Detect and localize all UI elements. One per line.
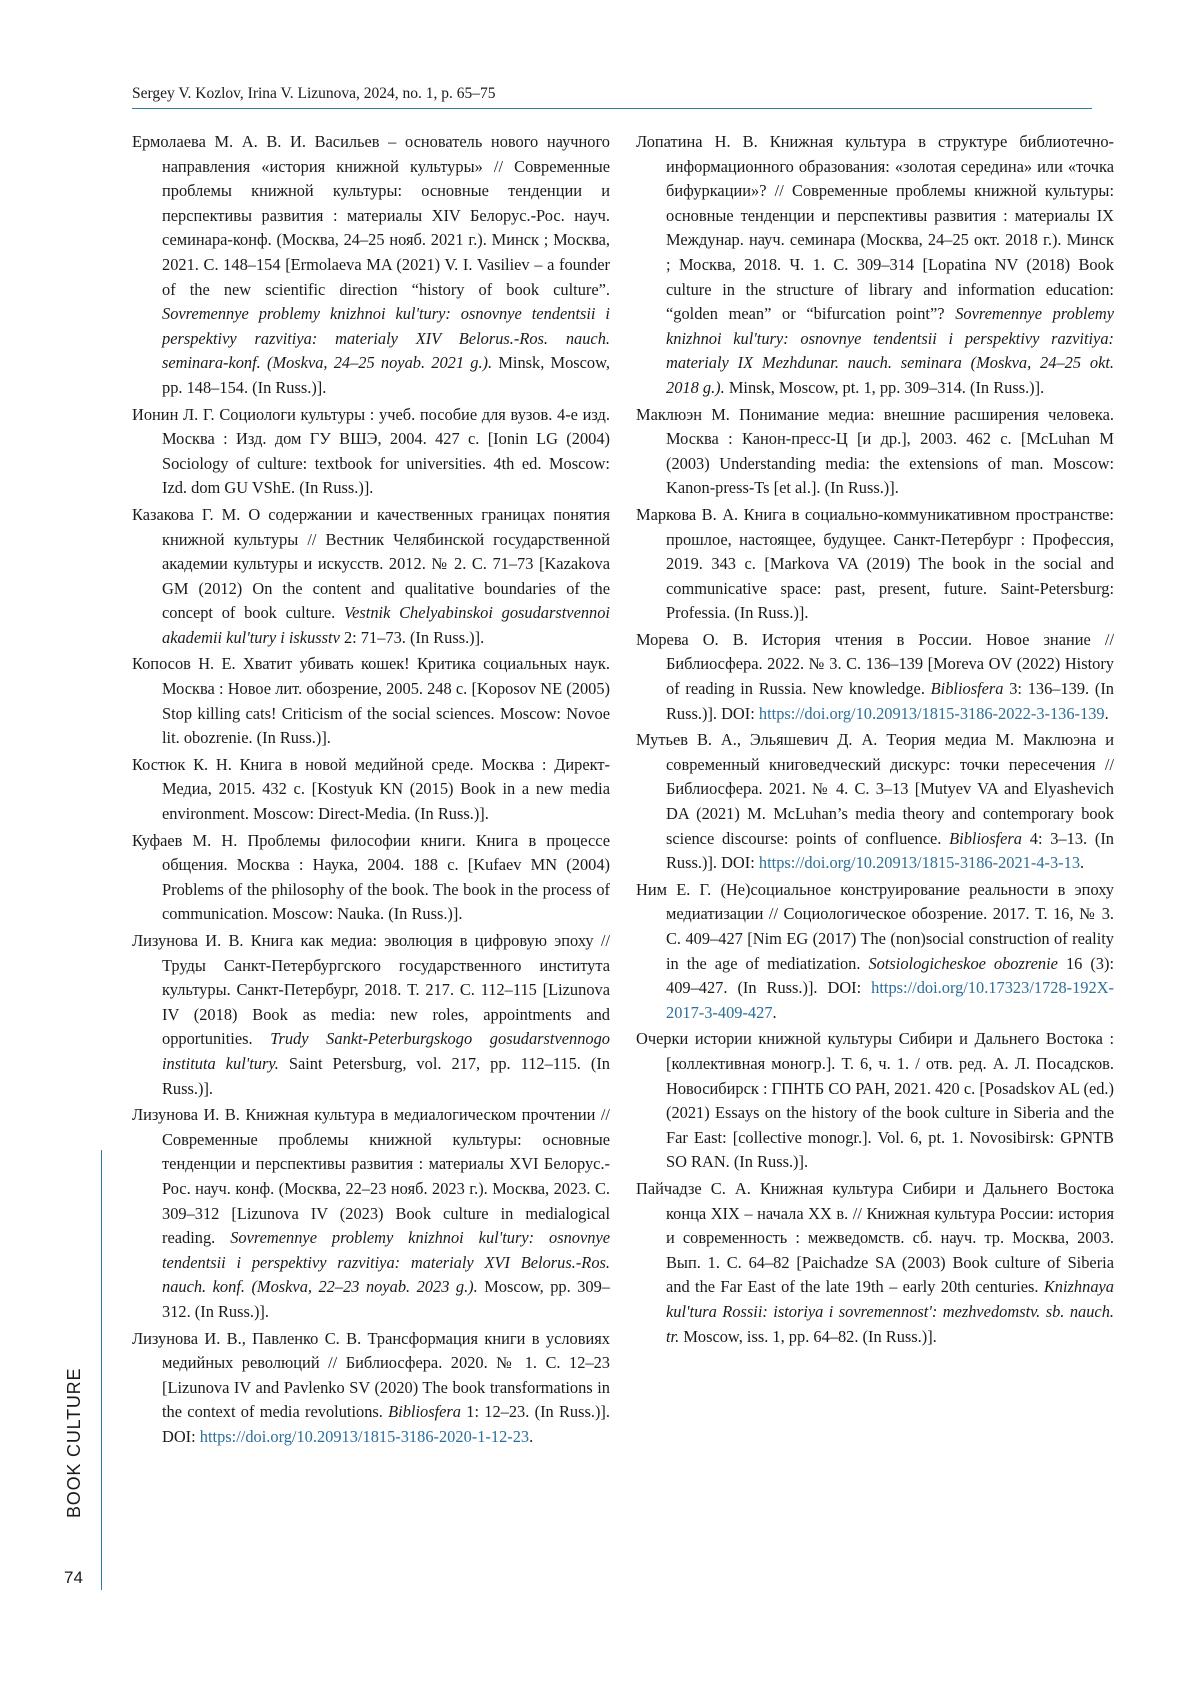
doi-link[interactable]: https://doi.org/10.17323/1728-192X-2017-3-409-427 [666,978,1114,1022]
reference-text-end: 3: 136–139. (In Russ.)]. DOI: [666,679,1114,723]
reference-item: Лизунова И. В., Павленко С. В. Трансформация книги в условиях медийных революций // Библиосфера. 2020. № 1. С. 12–23 [Lizunova IV and Pavlenko SV (2020) The book transformations in the context of media revolutions. Bibliosfera 1: 12–23. (In Russ.)]. DOI: https://doi.org/10.20913/1815-3186-2020-1-12-23. [132,1328,610,1446]
reference-item: Ним Е. Г. (Не)социальное конструирование реальности в эпоху медиатизации // Социологическое обозрение. 2017. Т. 16, № 3. С. 409–427 [Nim EG (2017) The (non)social construction of reality in the age of mediatization. Sotsiologicheskoe obozrenie 16 (3): 409–427. (In Russ.)]. DOI: https://doi.org/10.17323/1728-192X-2017-3-409-427. [636,879,1115,1022]
reference-item [636,130,1114,401]
reference-item [132,1103,610,1324]
reference-text: Казакова Г. М. О содержании и качественных границах понятия книжной культуры // Вестник Челябинской государственной академии культуры и искусств. 2012. № 2. С. 71–73 [Kazakova GM (2012) On the content and qualitative boundaries of the concept of book culture. [132,504,610,623]
reference-text-end: Saint Petersburg, vol. 217, pp. 112–115. (In Russ.)]. [162,1053,610,1098]
reference-item [132,130,610,401]
reference-text: Пайчадзе С. А. Книжная культура Сибири и Дальнего Востока конца XIX – начала XX в. // Книжная культура России: история и современность : межведомств. сб. науч. тр. Москва, 2003. Вып. 1. С. 64–82 [Paichadze SA (2003) Book culture of Siberia and the Far East of the late 19th – early 20th centuries. [636,1178,1114,1297]
reference-source-italic: Bibliosfera [949,828,1022,848]
reference-source-italic: Vestnik Chelyabinskoi gosudarstvennoi akademii kul'tury i iskusstv [162,603,610,647]
reference-source-italic: Trudy Sankt-Peterburgskogo gosudarstvennogo instituta kul'tury. [162,1029,610,1073]
reference-item [636,403,1114,501]
header-rule [132,108,1092,109]
reference-text-end: Moscow, pp. 309–312. (In Russ.)]. [162,1277,610,1321]
reference-text: Лопатина Н. В. Книжная культура в структуре библиотечно-информационного образования: «золотая середина» или «точка бифуркации»? // Современные проблемы книжной культуры: основные тенденции и перспективы развития : материалы IX Междунар. науч. семинара (Москва, 24–25 окт. 2018 г.). Минск ; Москва, 2018. Ч. 1. С. 309–314 [Lopatina NV (2018) Book culture in the structure of library and information education: “golden mean” or “bifurcation point”? [636,132,1114,324]
page-number: 74 [64,1568,83,1587]
reference-text: Ермолаева М. А. В. И. Васильев – основатель нового научного направления «история книжной культуры» // Современные проблемы книжной культуры: основные тенденции и перспективы развития : материалы XIV Белорус.-Рос. науч. семинара-конф. (Москва, 24–25 нояб. 2021 г.). Минск ; Москва, 2021. С. 148–154 [Ermolaeva MA (2021) V. I. Vasiliev – a founder of the new scientific direction “history of book culture”. [132,132,610,299]
reference-item [132,403,610,501]
reference-text-end: Moscow, iss. 1, pp. 64–82. (In Russ.)]. [679,1326,937,1346]
section-label: BOOK CULTURE [64,1367,84,1518]
doi-link[interactable]: https://doi.org/10.20913/1815-3186-2022-3-136-139 [758,703,1105,723]
reference-item [132,929,610,1101]
reference-item [132,829,610,927]
reference-source-italic: Knizhnaya kul'tura Rossii: istoriya i sovremennost': mezhvedomstv. sb. nauch. tr. [666,1277,1114,1346]
reference-text: Куфаев М. Н. Проблемы философии книги. Книга в процессе общения. Москва : Наука, 2004. 188 с. [Kufaev MN (2004) Problems of the philosophy of the book. The book in the process of communication. Moscow: Nauka. (In Russ.)]. [132,830,610,924]
reference-text: Маклюэн М. Понимание медиа: внешние расширения человека. Москва : Канон-пресс-Ц [и др.], 2003. 462 с. [McLuhan M (2003) Understanding media: the extensions of man. Moscow: Kanon-press-Ts [et al.]. (In Russ.)]. [636,404,1114,498]
reference-text-end: 2: 71–73. (In Russ.)]. [339,627,485,647]
reference-item: Морева О. В. История чтения в России. Новое знание // Библиосфера. 2022. № 3. С. 136–139 [Moreva OV (2022) History of reading in Russia. New knowledge. Bibliosfera 3: 136–139. (In Russ.)]. DOI: https://doi.org/10.20913/1815-3186-2022-3-136-139. [636,629,1114,723]
reference-item [636,1177,1114,1349]
reference-item [636,1027,1114,1175]
reference-source-italic: Bibliosfera [388,1402,461,1422]
reference-text: Лизунова И. В. Книга как медиа: эволюция в цифровую эпоху // Труды Санкт-Петербургского государственного института культуры. Санкт-Петербург, 2018. Т. 217. С. 112–115 [Lizunova IV (2018) Book as media: new roles, appointments and opportunities. [132,931,610,1049]
reference-text: Лизунова И. В. Книжная культура в медиалогическом прочтении // Современные проблемы книжной культуры: основные тенденции и перспективы развития : материалы XVI Белорус.-Рос. науч. конф. (Москва, 22–23 нояб. 2023 г.). Москва, 2023. С. 309–312 [Lizunova IV (2023) Book culture in medialogical reading. [132,1105,610,1248]
reference-text: Костюк К. Н. Книга в новой медийной среде. Москва : Директ-Медиа, 2015. 432 с. [Kostyuk KN (2015) Book in a new media environment. Moscow: Direct-Media. (In Russ.)]. [132,754,610,824]
reference-text: Маркова В. А. Книга в социально-коммуникативном пространстве: прошлое, настоящее, будущее. Санкт-Петербург : Профессия, 2019. 343 с. [Markova VA (2019) The book in the social and communicative space: past, present, future. Saint-Petersburg: Professia. (In Russ.)]. [636,504,1114,623]
reference-text: Морева О. В. История чтения в России. Новое знание // Библиосфера. 2022. № 3. С. 136–139 [Moreva OV (2022) History of reading in Russia. New knowledge. [636,629,1114,699]
reference-text: Очерки истории книжной культуры Сибири и Дальнего Востока : [коллективная моногр.]. Т. 6, ч. 1. / отв. ред. А. Л. Посадсков. Новосибирск : ГПНТБ СО РАН, 2021. 420 с. [Posadskov AL (ed.) (2021) Essays on the history of the book culture in Siberia and the Far East: [collective monogr.]. Vol. 6, pt. 1. Novosibirsk: GPNTB SO RAN. (In Russ.)]. [636,1029,1114,1172]
reference-item [132,753,610,827]
doi-link[interactable]: https://doi.org/10.20913/1815-3186-2021-4-3-13 [758,853,1081,873]
references-column-left [132,130,610,1451]
reference-text-end: Minsk, Moscow, pt. 1, pp. 309–314. (In Russ.)]. [724,377,1045,397]
reference-text: Ионин Л. Г. Социологи культуры : учеб. пособие для вузов. 4-е изд. Москва : Изд. дом ГУ ВШЭ, 2004. 427 с. [Ionin LG (2004) Sociology of culture: textbook for universities. 4th ed. Moscow: Izd. dom GU VShE. (In Russ.)]. [132,404,610,498]
doi-link[interactable]: https://doi.org/10.20913/1815-3186-2020-1-12-23 [199,1426,530,1446]
reference-text: Лизунова И. В., Павленко С. В. Трансформация книги в условиях медийных революций // Библиосфера. 2020. № 1. С. 12–23 [Lizunova IV and Pavlenko SV (2020) The book transformations in the context of media revolutions. [132,1328,610,1422]
reference-text: Ним Е. Г. (Не)социальное конструирование реальности в эпоху медиатизации // Социологическое обозрение. 2017. Т. 16, № 3. С. 409–427 [Nim EG (2017) The (non)social construction of reality in the age of mediatization. [636,879,1114,973]
reference-text-end: 1: 12–23. (In Russ.)]. DOI: [162,1402,610,1446]
reference-item [132,503,610,651]
reference-source-italic: Sovremennye problemy knizhnoi kul'tury: osnovnye tendentsii i perspektivy razvitiya: materialy IX Mezhdunar. nauch. seminara (Moskva, 24–25 okt. 2018 g.). [666,304,1114,397]
reference-source-italic: Bibliosfera [930,679,1004,699]
reference-source-italic: Sovremennye problemy knizhnoi kul'tury: osnovnye tendentsii i perspektivy razvitiya: materialy XIV Belorus.-Ros. nauch. seminara-konf. (Moskva, 24–25 noyab. 2021 g.). [162,304,610,373]
reference-item: Мутьев В. А., Эльяшевич Д. А. Теория медиа М. Маклюэна и современный книговедческий дискурс: точки пересечения // Библиосфера. 2021. № 4. С. 3–13 [Mutyev VA and Elyashevich DA (2021) M. McLuhan’s media theory and contemporary book science discourse: points of confluence. Bibliosfera 4: 3–13. (In Russ.)]. DOI: https://doi.org/10.20913/1815-3186-2021-4-3-13. [636,730,1114,873]
reference-text-end: 4: 3–13. (In Russ.)]. DOI: [666,828,1114,873]
reference-text-end: 16 (3): 409–427. (In Russ.)]. DOI: [666,953,1115,998]
references-column-right [636,130,1114,1351]
reference-source-italic: Sovremennye problemy knizhnoi kul'tury: osnovnye tendentsii i perspektivy razvitiya: materialy XVI Belorus.-Ros. nauch. konf. (Moskva, 22–23 noyab. 2023 g.). [162,1228,610,1297]
side-rule [101,1150,102,1590]
reference-item [132,652,610,750]
reference-text: Копосов Н. Е. Хватит убивать кошек! Критика социальных наук. Москва : Новое лит. обозрение, 2005. 248 с. [Koposov NE (2005) Stop killing cats! Criticism of the social sciences. Moscow: Novoe lit. obozrenie. (In Russ.)]. [132,654,610,748]
reference-item [636,503,1114,626]
reference-text-end: Minsk, Moscow, pp. 148–154. (In Russ.)]. [162,353,611,397]
reference-text: Мутьев В. А., Эльяшевич Д. А. Теория медиа М. Маклюэна и современный книговедческий дискурс: точки пересечения // Библиосфера. 2021. № 4. С. 3–13 [Mutyev VA and Elyashevich DA (2021) M. McLuhan’s media theory and contemporary book science discourse: points of confluence. [636,730,1114,848]
running-header: Sergey V. Kozlov, Irina V. Lizunova, 2024, no. 1, p. 65–75 [132,85,496,102]
reference-source-italic: Sotsiologicheskoe obozrenie [868,953,1058,973]
